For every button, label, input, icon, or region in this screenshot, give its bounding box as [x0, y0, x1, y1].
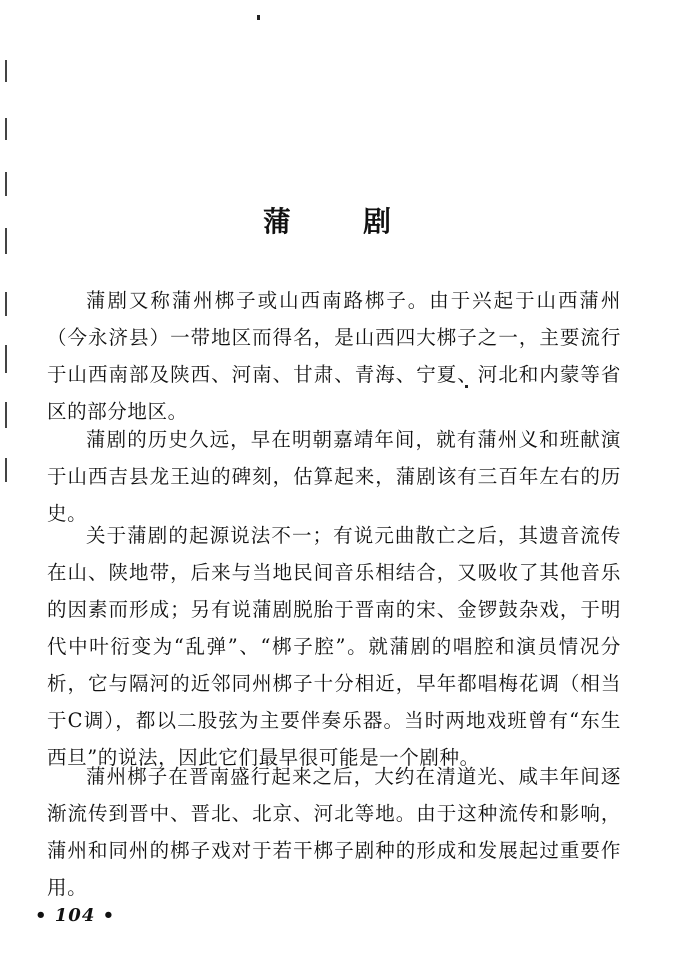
paragraph-spread: 蒲州梆子在晋南盛行起来之后，大约在清道光、咸丰年间逐渐流传到晋中、晋北、北京、河北等地。由于这种流传和影响，蒲州和同州的梆子戏对于若干梆子剧种的形成和发展起过重要作用。 — [47, 765, 621, 899]
scan-speck — [257, 15, 260, 20]
scan-edge-mark — [5, 118, 7, 140]
scan-edge-mark — [5, 228, 7, 254]
scan-edge-mark — [5, 345, 7, 373]
scan-edge-mark — [5, 60, 7, 82]
scan-edge-mark — [5, 172, 7, 196]
paragraph-history: 蒲剧的历史久远，早在明朝嘉靖年间，就有蒲州义和班献演于山西吉县龙王辿的碑刻，估算起来，蒲剧该有三百年左右的历史。 — [47, 428, 621, 525]
scan-edge-mark — [5, 458, 7, 482]
paragraph-origin: 关于蒲剧的起源说法不一；有说元曲散亡之后，其遗音流传在山、陕地带，后来与当地民间音乐相结合，又吸收了其他音乐的因素而形成；另有说蒲剧脱胎于晋南的宋、金锣鼓杂戏，于明代中叶衍变为“乱弹”、“梆子腔”。就蒲剧的唱腔和演员情况分析，它与隔河的近邻同州梆子十分相近，早年都唱梅花调（相当于C调），都以二股弦为主要伴奏乐器。当时两地戏班曾有“东生西旦”的说法，因此它们最早很可能是一个剧种。 — [47, 524, 621, 769]
scan-edge-mark — [5, 402, 7, 428]
scan-edge-mark — [5, 292, 7, 316]
title-char: 蒲 — [263, 205, 294, 238]
title-char: 剧 — [363, 205, 394, 238]
paragraph-intro: 蒲剧又称蒲州梆子或山西南路梆子。由于兴起于山西蒲州（今永济县）一带地区而得名，是山西四大梆子之一，主要流行于山西南部及陕西、河南、甘肃、青海、宁夏、河北和内蒙等省区的部分地区。 — [47, 289, 621, 423]
page-title — [263, 200, 423, 240]
page-number: • 104 • — [35, 905, 116, 926]
